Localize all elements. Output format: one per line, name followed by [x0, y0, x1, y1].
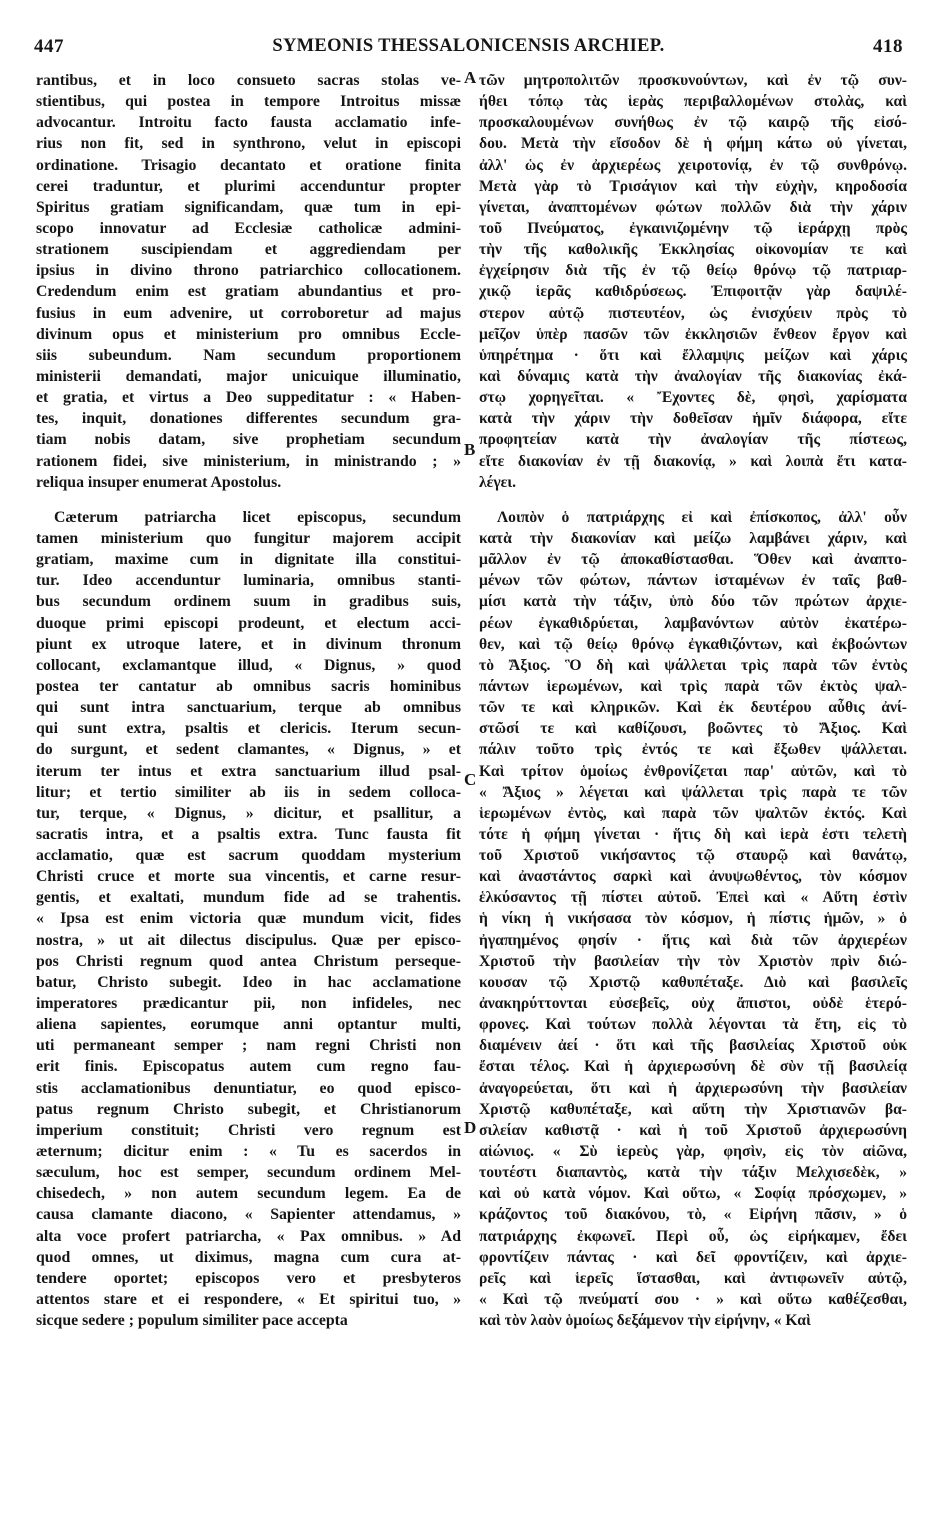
greek-text-line: ἠγαπημένος φησίν · ἥτις καὶ διὰ τῶν ἀρχιερέων — [479, 931, 907, 949]
greek-text-line: πατριάρχης ἐκφωνεῖ. Περὶ οὗ, ὡς εἰρήκαμεν, ἔδει — [479, 1227, 907, 1245]
latin-text-line: tur, terque, « Dignus, » dicitur, et psallitur, a — [36, 804, 461, 822]
latin-text-line: bus secundum ordinem suum in gradibus suis, — [36, 593, 461, 611]
greek-text-line: πάλιν τοῦτο τρὶς ἐντός τε καὶ ἔξωθεν ψάλλεται. — [479, 741, 907, 759]
greek-text-line: ἔσται τέλος. Καὶ ἡ ἀρχιερωσύνη δὲ σὺν τῇ βασιλείᾳ — [479, 1058, 907, 1076]
greek-text-line: τῶν μητροπολιτῶν προσκυνούντων, καὶ ἐν τῷ συν- — [479, 72, 907, 89]
greek-text-line: καὶ ἀναστάντος σαρκὶ καὶ ἀνυψωθέντος, τὸν κόσμον — [479, 868, 907, 886]
greek-text-line: τότε ἡ φήμη γίνεται · ἥτις δὴ καὶ ἱερὰ ἐστι τελετὴ — [479, 825, 907, 843]
greek-text-line: κατὰ τὴν διακονίαν καὶ μείζω λαμβάνει χάριν, καὶ — [479, 529, 907, 547]
latin-text-line: scopo innovatur ad Ecclesiæ catholicæ admini- — [36, 219, 461, 237]
greek-text-line: στερον αὐτῷ πιστευτέον, ὡς ἐνισχύειν πρὸς τὸ — [479, 304, 907, 322]
latin-text-line: postea ter cantatur ab omnibus sacris hominibus — [36, 677, 461, 695]
greek-text-line: τῶν τε καὶ κληρικῶν. Καὶ ἐκ δευτέρου αὖθις ἀνί- — [479, 699, 907, 717]
latin-text-line: ordinatione. Trisagio decantato et oratione finita — [36, 156, 461, 174]
latin-text-line: sæculum, hoc est semper, secundum ordinem Mel- — [36, 1164, 461, 1182]
latin-text-line: erit finis. Episcopatus autem cum regno fau- — [36, 1058, 461, 1076]
latin-text-line: patus regnum Christo subegit, et Christianorum — [36, 1100, 461, 1118]
greek-text-line: φροντίζειν πάντας · καὶ δεῖ φροντίζειν, καὶ ἀρχιε- — [479, 1248, 907, 1266]
greek-text-line: τὸ Ἄξιος. Ὃ δὴ καὶ ψάλλεται τρὶς παρὰ τῶν ἐντὸς — [479, 656, 907, 674]
greek-text-line: κουσαν τῷ Χριστῷ καθυπέταξε. Διὸ καὶ βασιλεῖς — [479, 973, 907, 991]
paragraph-gap — [36, 493, 461, 507]
latin-text-line: ipsius in divino throno patriarchico collocationem. — [36, 262, 461, 280]
greek-text-line: φρονες. Καὶ τούτων πολλὰ λέγονται τὰ ἔτη, εἰς τὸ — [479, 1016, 907, 1034]
greek-text-line: θεν, καὶ τῷ θείῳ θρόνῳ ἐγκαθιζόντων, καὶ ἐκβοώντων — [479, 635, 907, 653]
latin-text-line: tes, inquit, donationes differentes secundum gra- — [36, 410, 461, 428]
latin-text-line: pos Christi regnum quod antea Christum perseque- — [36, 952, 461, 970]
greek-text-line: πάντων ἱερωμένων, καὶ τρὶς παρὰ τῶν ἐκτὸς ψαλ- — [479, 677, 907, 695]
greek-text-line: στῶσί τε καὶ καθίζουσι, βοῶντες τὸ Ἄξιος. Καὶ — [479, 720, 907, 738]
greek-text-line: « Ἄξιος » λέγεται καὶ ψάλλεται τρὶς παρὰ τε τῶν — [479, 783, 907, 801]
greek-text-line: μεῖζον ὑπὲρ πασῶν τῶν ἐκκλησιῶν ἔνθεον ἔργον καὶ — [479, 325, 907, 343]
latin-text-line: tendere oportet; episcopos vero et presbyteros — [36, 1269, 461, 1287]
latin-text-line: « Ipsa est enim victoria quæ mundum vicit, fides — [36, 910, 461, 928]
greek-column — [479, 70, 907, 1331]
greek-text-line: ἀλλ' ὡς ἐν ἀρχιερέως χειροτονίᾳ, ἐν τῷ συνθρόνῳ. — [479, 156, 907, 174]
greek-text-line: κράζοντος τοῦ διακόνου, τὸ, « Εἰρήνη πᾶσιν, » ὁ — [479, 1206, 907, 1224]
greek-text-line: ρέων ἐγκαθιδρύεται, λαμβανόντων αὐτὸν ἑκατέρω- — [479, 614, 907, 632]
latin-text-line: tur. Ideo accenduntur luminaria, omnibus stanti- — [36, 572, 461, 590]
running-title: SYMEONIS THESSALONICENSIS ARCHIEP. — [272, 36, 665, 56]
margin-letter-c: C — [464, 770, 477, 789]
latin-text-line: sicque sedere ; populum similiter pace accepta — [36, 1312, 348, 1330]
margin-letter-b: B — [464, 440, 476, 459]
latin-text-line: ministerii demandati, major unicuique illuminatio, — [36, 367, 461, 385]
greek-text-line: προφητείαν κατὰ τὴν ἀναλογίαν τῆς πίστεως, — [479, 431, 907, 449]
greek-text-line: ἐγχείρησιν διὰ τῆς ἐν τῷ θείῳ θρόνῳ τῷ πατριαρ- — [479, 262, 907, 280]
latin-text-line: Credendum enim est gratiam abundantius et pro- — [36, 283, 461, 301]
latin-text-line: strationem suscipiendam et aggrediendam per — [36, 241, 461, 259]
greek-text-line: « Καὶ τῷ πνεύματί σου · » καὶ οὕτω καθέζεσθαι, — [479, 1291, 907, 1309]
paragraph-gap — [479, 493, 907, 507]
greek-text-line: αἰώνιος. « Σὺ ἱερεὺς γὰρ, φησὶν, εἰς τὸν αἰῶνα, — [479, 1143, 907, 1161]
latin-text-line: et gratia, et virtus a Deo suppeditatur : « Haben- — [36, 389, 461, 407]
greek-text-line: ρεῖς καὶ ἱερεῖς ἵστασθαι, καὶ ἀντιφωνεῖν αὐτῷ, — [479, 1269, 907, 1287]
latin-text-line: sacratis intra, et a psaltis extra. Tunc fausta fit — [36, 825, 461, 843]
latin-text-line: nostra, » ut ait dilectus discipulus. Quæ per episco- — [36, 931, 461, 949]
page-number-left: 447 — [34, 36, 64, 57]
greek-text-line: μίσι κατὰ τὴν τάξιν, ὑπὸ δύο τῶν πρώτων ἀρχιε- — [479, 593, 907, 611]
greek-text-line: μᾶλλον ἐν τῷ ἀποκαθίστασθαι. Ὅθεν καὶ ἀναπτο- — [479, 551, 907, 569]
greek-text-line: Χριστῷ καθυπέταξε, καὶ αὕτη τὴν Χριστιανῶν βα- — [479, 1100, 907, 1118]
latin-text-line: stientibus, qui postea in tempore Introitus missæ — [36, 93, 461, 111]
latin-text-line: cerei traduntur, et plurimi accenduntur propter — [36, 177, 461, 195]
latin-text-line: imperium constituit; Christi vero regnum est — [36, 1121, 461, 1139]
latin-text-line: iterum ter intus et extra sanctuarium illud psal- — [36, 762, 461, 780]
latin-text-line: gratiam, maxime cum in dignitate illa constitui- — [36, 551, 461, 569]
greek-text-line: Μετὰ γὰρ τὸ Τρισάγιον καὶ τὴν εὐχὴν, κηροδοσία — [479, 177, 907, 195]
greek-text-line: ἱερωμένων ἐντὸς, καὶ παρὰ τῶν ψαλτῶν ἐκτός. Καὶ — [479, 804, 907, 822]
latin-text-line: fusius in eum advenire, ut corroboretur ad majus — [36, 304, 461, 322]
latin-text-line: uti permaneant semper ; nam regni Christi non — [36, 1037, 461, 1055]
greek-text-line: τοῦ Πνεύματος, ἐγκαινιζομένην τῷ ἱεράρχῃ πρὸς — [479, 219, 907, 237]
greek-text-line: ὑπηρέτημα · ὅτι καὶ ἔλλαμψις μείζων καὶ χάρις — [479, 346, 907, 364]
greek-text-line: ήθει τόπῳ τὰς ἱερὰς περιβαλλομένων στολὰς, καὶ — [479, 93, 907, 111]
latin-text-line: reliqua insuper enumerat Apostolus. — [36, 473, 282, 491]
latin-text-line: piunt ex utroque latere, et in divinum thronum — [36, 635, 461, 653]
greek-text-line: τουτέστι διαπαντὸς, κατὰ τὴν τάξιν Μελχισεδὲκ, » — [479, 1164, 907, 1182]
latin-text-line: siis subeundum. Nam secundum proportionem — [36, 346, 461, 364]
latin-text-line: tamen ministerium quo fungitur majorem accipit — [36, 529, 461, 547]
latin-text-line: duoque primi episcopi prodeunt, et electum acci- — [36, 614, 461, 632]
greek-text-line: ἡ νίκη ἡ νικήσασα τὸν κόσμον, ἡ πίστις ἡμῶν, » ὁ — [479, 910, 907, 928]
greek-text-line: ἑλκύσαντος τῇ πίστει αὐτοῦ. Ἐπεὶ καὶ « Αὕτη ἐστὶν — [479, 889, 907, 907]
latin-text-line: causa clamante diacono, « Sapienter attendamus, » — [36, 1206, 461, 1224]
page-number-right: 418 — [873, 36, 903, 57]
latin-text-line: gentis, et exaltati, mundum fide ad se trahentis. — [36, 889, 461, 907]
greek-text-line: στῳ χορηγεῖται. « Ἔχοντες δὲ, φησὶ, χαρίσματα — [479, 389, 907, 407]
greek-text-line: μένων τῶν φώτων, πάντων ἱσταμένων ἐν ταῖς βαθ- — [479, 572, 907, 590]
latin-text-line: Spiritus gratiam significandam, quæ tum in epi- — [36, 198, 461, 216]
greek-text-line: προσκαλουμένων συνήθως ἐν τῷ καιρῷ τῆς εἰσό- — [479, 114, 907, 132]
latin-text-line: qui sunt intra sanctuarium, terque ab omnibus — [36, 699, 461, 717]
margin-letter-a: A — [464, 68, 477, 87]
greek-text-line: Λοιπὸν ὁ πατριάρχης εἰ καὶ ἐπίσκοπος, ἀλλ' οὖν — [497, 508, 907, 526]
latin-text-line: acclamatio, quæ est sacrum quoddam mysterium — [36, 847, 461, 865]
latin-column — [36, 70, 461, 1331]
latin-text-line: batur, Christo subegit. Ideo in hac acclamatione — [36, 973, 461, 991]
latin-text-line: advocantur. Introitu facto fausta acclamatio infe- — [36, 114, 461, 132]
greek-text-line: γίνεται, ἀναπτομένων φώτων πολλῶν διὰ τὴν χάριν — [479, 198, 907, 216]
latin-text-line: collocant, exclamantque illud, « Dignus, » quod — [36, 656, 461, 674]
greek-text-line: εἴτε διακονίαν ἐν τῇ διακονίᾳ, » καὶ λοιπὰ ἔτι κατα- — [479, 452, 907, 470]
latin-text-line: aliena sapientes, eorumque anni optantur multi, — [36, 1016, 461, 1034]
latin-text-line: litur; et tertio similiter ab iis in sedem colloca- — [36, 783, 461, 801]
greek-text-line: Καὶ τρίτον ὁμοίως ἐνθρονίζεται παρ' αὐτῶν, καὶ τὸ — [479, 762, 907, 780]
greek-text-line: ἀναγορεύεται, ὅτι καὶ ἡ ἀρχιερωσύνη τὴν βασιλείαν — [479, 1079, 907, 1097]
margin-letter-d: D — [464, 1118, 477, 1137]
latin-text-line: Cæterum patriarcha licet episcopus, secundum — [54, 508, 461, 526]
greek-text-line: ἀνακηρύττονται εὐσεβεῖς, οὐχ ἄπιστοι, οὐδὲ ἑτερό- — [479, 995, 907, 1013]
latin-text-line: æternum; dicitur enim : « Tu es sacerdos in — [36, 1143, 461, 1161]
greek-text-line: καὶ τὸν λαὸν ὁμοίως δεξάμενον τὴν εἰρήνην, « Καὶ — [479, 1312, 811, 1330]
latin-text-line: rius non fit, sed in synthrono, velut in episcopi — [36, 135, 461, 153]
greek-text-line: δου. Μετὰ τὴν εἴσοδον δὲ ἡ φήμη κάτω οὐ γίνεται, — [479, 135, 907, 153]
latin-text-line: alta voce profert patriarcha, « Pax omnibus. » Ad — [36, 1227, 461, 1245]
greek-text-line: καὶ δύναμις κατὰ τὴν ἀναλογίαν τῆς διακονίας ἐκά- — [479, 367, 907, 385]
greek-text-line: καὶ οὐ κατὰ νόμον. Καὶ οὕτω, « Σοφίᾳ πρόσχωμεν, » — [479, 1185, 907, 1203]
latin-text-line: quod omnes, ut diximus, magna cum cura at- — [36, 1248, 461, 1266]
greek-text-line: κατὰ τὴν χάριν τὴν δοθεῖσαν ἡμῖν διάφορα, εἴτε — [479, 410, 907, 428]
greek-text-line: τοῦ Χριστοῦ νικήσαντος τῷ σταυρῷ καὶ θανάτῳ, — [479, 847, 907, 865]
latin-text-line: imperatores prædicantur pii, non infideles, nec — [36, 995, 461, 1013]
latin-text-line: stis acclamationibus denuntiatur, eo quod episco- — [36, 1079, 461, 1097]
greek-text-line: χικῷ ἱερᾶς καθιδρύσεως. Ἐπιφοιτᾷν γὰρ δαψιλέ- — [479, 283, 907, 301]
latin-text-line: chisedech, » non autem secundum legem. Ea de — [36, 1185, 461, 1203]
latin-text-line: qui sunt extra, psaltis et clericis. Iterum secun- — [36, 720, 461, 738]
greek-text-line: τὴν τῆς καθολικῆς Ἐκκλησίας οἰκονομίαν τε καὶ — [479, 241, 907, 259]
latin-text-line: rationem fidei, sive ministerium, in ministrando ; » — [36, 452, 461, 470]
latin-text-line: rantibus, et in loco consueto sacras stolas ve- — [36, 72, 461, 89]
greek-text-line: λέγει. — [479, 473, 517, 491]
latin-text-line: tiam nobis datam, sive prophetiam secundum — [36, 431, 461, 449]
latin-text-line: Christi cruce et morte sua vincentis, et carne resur- — [36, 868, 461, 886]
latin-text-line: divinum opus et ministerium pro omnibus Eccle- — [36, 325, 461, 343]
latin-text-line: attentos stare et ei respondere, « Et spiritui tuo, » — [36, 1291, 461, 1309]
greek-text-line: διαμένειν ἀεί · ὅτι καὶ τῆς βασιλείας Χριστοῦ οὐκ — [479, 1037, 907, 1055]
latin-text-line: do surgunt, et sedent clamantes, « Dignus, » et — [36, 741, 461, 759]
greek-text-line: σιλείαν καθιστᾷ · καὶ ἡ τοῦ Χριστοῦ ἀρχιερωσύνη — [479, 1121, 907, 1139]
greek-text-line: Χριστοῦ τὴν βασιλείαν τὴν τὸν Χριστὸν πρὶν διώ- — [479, 952, 907, 970]
